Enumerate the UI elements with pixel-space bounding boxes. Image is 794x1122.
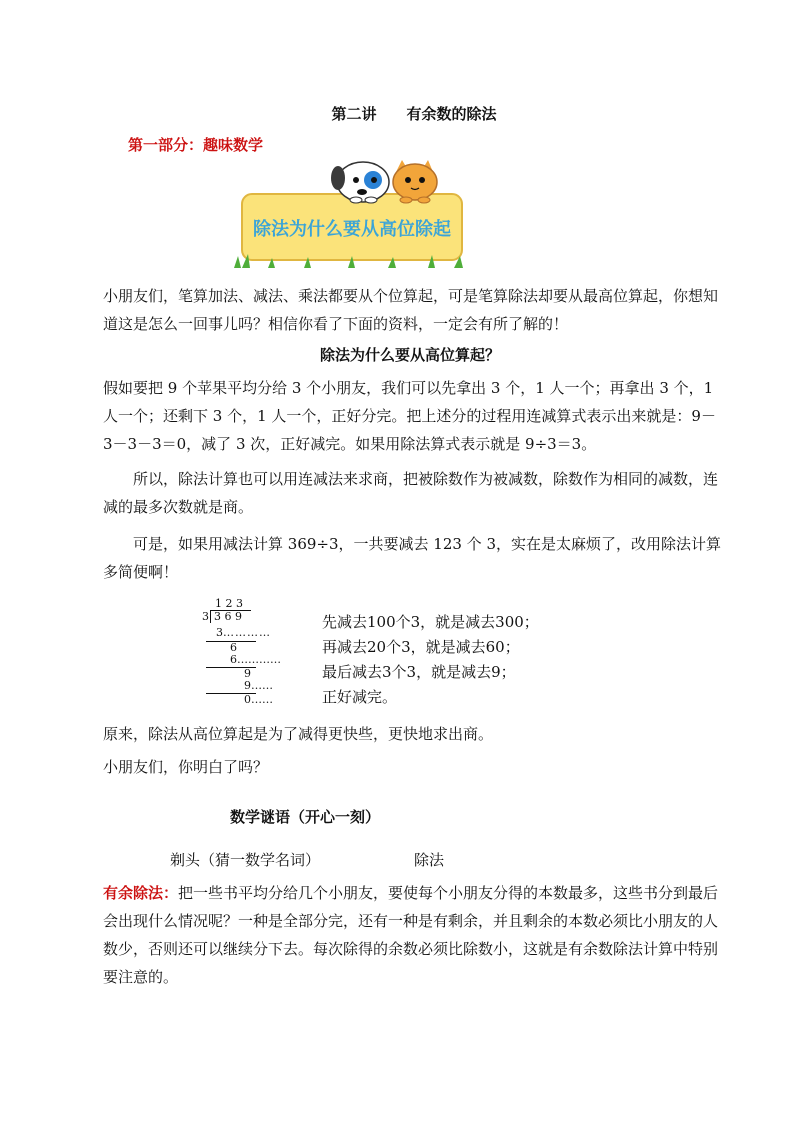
step-3b: 9…… [244, 679, 273, 692]
intro-paragraph [103, 282, 723, 338]
division-note: 再减去20个3，就是减去60； [322, 638, 520, 656]
paragraph-apples: 假如要把 9 个苹果平均分给 3 个小朋友，我们可以先拿出 3 个，1 人一个；再拿出 3 个，1 人一个；还剩下 3 个，1 人一个，正好分完。把上述分的过程用连减算式表示出来就是：9－3－3－3＝0，减了 3 次，正好减完。如果用除法算式表示就是 9÷3＝3。 [103, 379, 716, 453]
division-note: 正好减完。 [322, 688, 398, 706]
riddle-answer: 除法 [414, 851, 445, 869]
riddle-heading: 数学谜语（开心一刻） [230, 808, 381, 826]
paragraph-369: 可是，如果用减法计算 369÷3，一共要减去 123 个 3，实在是太麻烦了，改用除法计算多简便啊！ [103, 535, 721, 581]
banner-illustration [228, 160, 476, 270]
division-note: 最后减去3个3，就是减去9； [322, 663, 516, 681]
division-note: 先减去100个3，就是减去300； [322, 613, 539, 631]
step-2a: 6 [230, 641, 237, 654]
intro-text: 小朋友们，笔算加法、减法、乘法都要从个位算起，可是笔算除法却要从最高位算起，你想知道这是怎么一回事儿吗？相信你看了下面的资料，一定会有所了解的！ [103, 287, 719, 333]
step-2b: 6………… [230, 653, 281, 666]
long-division-example [200, 597, 570, 709]
banner-text: 除法为什么要从高位除起 [253, 219, 451, 240]
remainder-text: 把一些书平均分给几个小朋友，要使每个小朋友分得的本数最多，这些书分到最后会出现什么情况呢？一种是全部分完，还有一种是有剩余，并且剩余的本数必须比小朋友的人数少，否则还可以继续分下去。每次除得的余数必须比除数小，这就是有余数除法计算中特别要注意的。 [103, 884, 719, 986]
remainder-label: 有余除法： [103, 884, 179, 902]
step-1: 3………… [216, 626, 271, 639]
quotient: 1 2 3 [215, 597, 243, 610]
riddle-question: 剃头（猜一数学名词） [170, 851, 321, 869]
step-3a: 9 [244, 667, 251, 680]
section-heading: 第一部分：趣味数学 [128, 136, 264, 154]
divisor: 3 [202, 610, 209, 623]
page-title: 第二讲 有余数的除法 [331, 105, 497, 123]
dividend: 3 6 9 [214, 610, 242, 623]
remainder-division-paragraph [103, 879, 725, 991]
remainder-zero: 0…… [244, 693, 273, 706]
subheading: 除法为什么要从高位算起？ [319, 346, 500, 364]
paragraph-conclusion: 原来，除法从高位算起是为了减得更快些，更快地求出商。 [103, 725, 494, 743]
paragraph-subtraction: 所以，除法计算也可以用连减法来求商，把被除数作为被减数，除数作为相同的减数，连减的最多次数就是商。 [103, 470, 719, 516]
paragraph-question: 小朋友们，你明白了吗？ [103, 758, 269, 776]
